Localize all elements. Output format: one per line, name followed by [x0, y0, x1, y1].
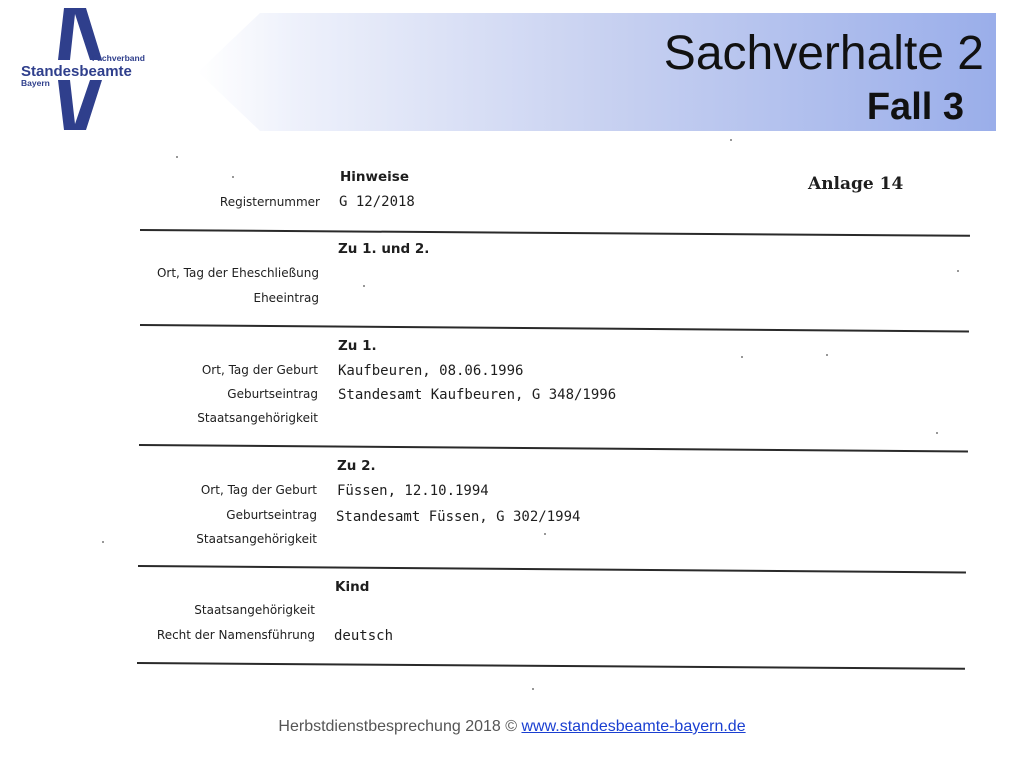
form-value: Standesamt Füssen, G 302/1994 [336, 509, 581, 525]
scan-speck [826, 354, 828, 356]
form-label: Staatsangehörigkeit [196, 532, 317, 546]
footer-link[interactable]: www.standesbeamte-bayern.de [521, 718, 746, 735]
form-value: deutsch [334, 628, 394, 644]
section-divider [140, 324, 969, 332]
logo-top-text: Fachverband [92, 53, 145, 63]
form-label: Staatsangehörigkeit [194, 603, 315, 617]
scan-speck [176, 156, 178, 158]
form-label: Ort, Tag der Geburt [200, 483, 317, 497]
scan-speck [957, 270, 959, 272]
section-divider [139, 444, 968, 452]
page-subtitle: Fall 3 [866, 86, 964, 128]
form-label: Registernummer [219, 195, 320, 209]
section-heading: Hinweise [340, 169, 409, 185]
logo-main-text: Standesbeamte [21, 63, 132, 80]
section-divider [140, 229, 970, 236]
form-label: Staatsangehörigkeit [197, 411, 318, 425]
form-value: G 12/2018 [339, 194, 415, 210]
form-value: Kaufbeuren, 08.06.1996 [338, 363, 524, 379]
footer-text: Herbstdienstbesprechung 2018 © [278, 718, 522, 735]
form-label: Ort, Tag der Eheschließung [156, 266, 319, 280]
anlage-label: Anlage 14 [808, 174, 904, 194]
section-divider [138, 565, 966, 573]
form-value: Füssen, 12.10.1994 [337, 483, 489, 499]
section-heading: Zu 1. und 2. [338, 241, 430, 257]
form-label: Geburtseintrag [226, 508, 317, 522]
page-title: Sachverhalte 2 [663, 27, 984, 80]
scan-speck [532, 688, 534, 690]
scan-speck [102, 541, 104, 543]
section-heading: Zu 1. [338, 338, 377, 354]
form-label: Recht der Namensführung [156, 628, 315, 642]
scan-speck [741, 356, 743, 358]
form-label: Ort, Tag der Geburt [201, 363, 318, 377]
scan-speck [730, 139, 732, 141]
section-heading: Zu 2. [337, 458, 376, 474]
footer [0, 718, 1024, 736]
scan-speck [232, 176, 234, 178]
form-label: Eheeintrag [253, 291, 319, 305]
scan-speck [544, 533, 546, 535]
section-heading: Kind [335, 579, 370, 595]
scan-speck [363, 285, 365, 287]
scan-speck [936, 432, 938, 434]
form-label: Geburtseintrag [227, 387, 318, 401]
form-value: Standesamt Kaufbeuren, G 348/1996 [338, 387, 617, 403]
section-divider [137, 662, 965, 669]
logo-bottom-text: Bayern [21, 78, 50, 88]
